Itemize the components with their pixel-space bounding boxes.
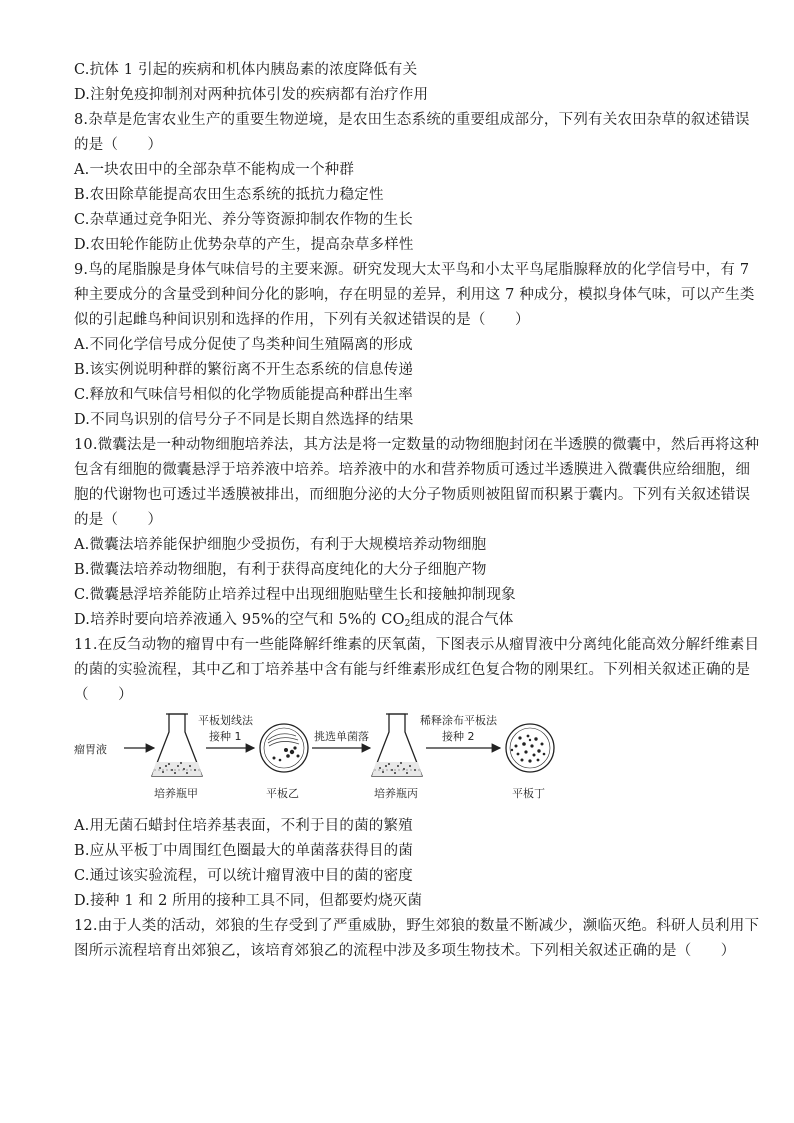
plate-2-icon bbox=[506, 724, 554, 772]
option-b: B.应从平板丁中周围红色圈最大的单菌落获得目的菌 bbox=[74, 843, 414, 859]
experiment-flow-figure bbox=[74, 710, 724, 810]
subscript: 2 bbox=[404, 619, 411, 629]
option-b: B.微囊法培养动物细胞，有利于获得高度纯化的大分子细胞产物 bbox=[74, 562, 487, 578]
text-line: 胞的代谢物也可透过半透膜被排出，而细胞分泌的大分子物质则被阻留而积累于囊内。下列有关叙述错误 bbox=[74, 487, 751, 503]
option-d-text-end: 组成的混合气体 bbox=[410, 612, 514, 628]
plate-2-label: 平板丁 bbox=[512, 787, 545, 800]
text-block-bottom bbox=[74, 814, 760, 964]
option-a: A.不同化学信号成分促使了鸟类种间生殖隔离的形成 bbox=[74, 337, 413, 353]
option-c: C.通过该实验流程，可以统计瘤胃液中目的菌的密度 bbox=[74, 868, 413, 884]
plate-1-icon bbox=[260, 724, 308, 772]
text-line: D.注射免疫抑制剂对两种抗体引发的疾病都有治疗作用 bbox=[74, 87, 429, 103]
flask-1-label: 培养瓶甲 bbox=[154, 787, 198, 800]
option-d-text: D.培养时要向培养液通入 95%的空气和 5%的 CO bbox=[74, 612, 405, 628]
input-label: 瘤胃液 bbox=[74, 743, 107, 756]
option-d: D.不同鸟识别的信号分子不同是长期自然选择的结果 bbox=[74, 412, 414, 428]
question-12-stem: 12.由于人类的活动，郊狼的生存受到了严重威胁，野生郊狼的数量不断减少，濒临灭绝。科研人员利用下 bbox=[74, 918, 760, 934]
option-b: B.该实例说明种群的繁衍离不开生态系统的信息传递 bbox=[74, 362, 414, 378]
text-line: 种主要成分的含量受到种间分化的影响，存在明显的差异，利用这 7 种成分，模拟身体气味，可以产生类 bbox=[74, 287, 755, 303]
step3-inoculation-label: 接种 2 bbox=[442, 730, 475, 743]
option-d bbox=[74, 608, 724, 633]
option-a: A.一块农田中的全部杂草不能构成一个种群 bbox=[74, 162, 355, 178]
option-b: B.农田除草能提高农田生态系统的抵抗力稳定性 bbox=[74, 187, 384, 203]
option-d: D.接种 1 和 2 所用的接种工具不同，但都要灼烧灭菌 bbox=[74, 893, 423, 909]
text-line: C.抗体 1 引起的疾病和机体内胰岛素的浓度降低有关 bbox=[74, 62, 418, 78]
option-c: C.释放和气味信号相似的化学物质能提高种群出生率 bbox=[74, 387, 413, 403]
option-d: D.农田轮作能防止优势杂草的产生，提高杂草多样性 bbox=[74, 237, 414, 253]
text-line: （ ） bbox=[74, 687, 133, 703]
question-9-stem: 9.鸟的尾脂腺是身体气味信号的主要来源。研究发现大太平鸟和小太平鸟尾脂腺释放的化学信号中，有 7 bbox=[74, 262, 750, 278]
plate-1-label: 平板乙 bbox=[266, 787, 299, 800]
question-8-stem: 8.杂草是危害农业生产的重要生物逆境，是农田生态系统的重要组成部分，下列有关农田杂草的叙述错误 bbox=[74, 112, 750, 128]
option-a: A.用无菌石蜡封住培养基表面，不利于目的菌的繁殖 bbox=[74, 818, 413, 834]
step1-method-label: 平板划线法 bbox=[198, 714, 253, 727]
option-c: C.杂草通过竞争阳光、养分等资源抑制农作物的生长 bbox=[74, 212, 413, 228]
text-line: 包含有细胞的微囊悬浮于培养液中培养。培养液中的水和营养物质可透过半透膜进入微囊供应给细胞，细 bbox=[74, 462, 751, 478]
question-10-stem: 10.微囊法是一种动物细胞培养法，其方法是将一定数量的动物细胞封闭在半透膜的微囊中，然后再将这种 bbox=[74, 437, 760, 453]
text-line: 似的引起雌鸟种间识别和选择的作用，下列有关叙述错误的是（ ） bbox=[74, 312, 530, 328]
option-a: A.微囊法培养能保护细胞少受损伤，有利于大规模培养动物细胞 bbox=[74, 537, 487, 553]
exam-page bbox=[74, 58, 760, 964]
flask-2-icon bbox=[372, 714, 422, 776]
option-c: C.微囊悬浮培养能防止培养过程中出现细胞贴壁生长和接触抑制现象 bbox=[74, 587, 516, 603]
text-line: 图所示流程培育出郊狼乙，该培育郊狼乙的流程中涉及多项生物技术。下列相关叙述正确的是（ ） bbox=[74, 943, 736, 959]
question-11-stem: 11.在反刍动物的瘤胃中有一些能降解纤维素的厌氧菌，下图表示从瘤胃液中分离纯化能高效分解纤维素目 bbox=[74, 637, 760, 653]
flask-2-label: 培养瓶丙 bbox=[374, 787, 418, 800]
text-line: 的菌的实验流程，其中乙和丁培养基中含有能与纤维素形成红色复合物的刚果红。下列相关叙述正确的是 bbox=[74, 662, 751, 678]
text-line: 的是（ ） bbox=[74, 512, 163, 528]
step3-method-label: 稀释涂布平板法 bbox=[420, 714, 497, 727]
text-block-top bbox=[74, 58, 760, 708]
text-line: 的是（ ） bbox=[74, 137, 163, 153]
step1-inoculation-label: 接种 1 bbox=[209, 730, 242, 743]
flask-1-icon bbox=[152, 714, 202, 776]
step2-label: 挑选单菌落 bbox=[314, 730, 369, 743]
